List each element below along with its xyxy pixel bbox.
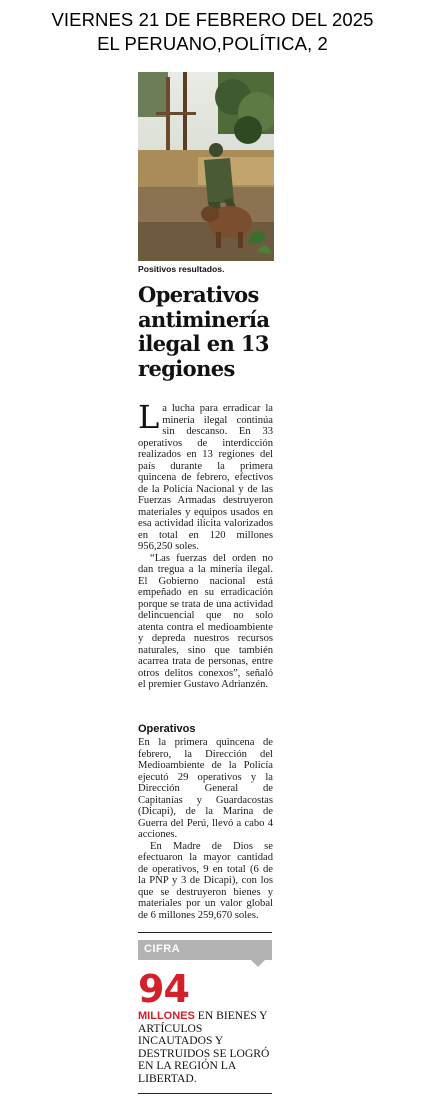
cifra-label: CIFRA [144, 943, 181, 955]
cifra-number: 94 [138, 967, 189, 1011]
divider-bottom [138, 1093, 272, 1094]
dropcap: L [138, 398, 160, 436]
article-subhead: Operativos [138, 723, 196, 735]
cifra-unit: MILLONES [138, 1010, 195, 1022]
article-body-intro [138, 398, 273, 691]
divider-top [138, 932, 272, 933]
cifra-bar [138, 940, 272, 960]
paragraph-1 [138, 398, 273, 553]
article-headline: Operativos antiminería ilegal en 13 regiones [138, 282, 270, 381]
cifra-text: EN BIENES Y ARTÍCULOS INCAUTADOS Y DESTRUIDOS SE LOGRÓ EN LA REGIÓN LA LIBERTAD. [138, 1009, 270, 1085]
article-body-operativos [138, 737, 273, 921]
cifra-notch [250, 959, 266, 967]
header-section: EL PERUANO,POLÍTICA, 2 [97, 33, 328, 54]
article-photo [138, 72, 274, 261]
paragraph-4: En Madre de Dios se efectuaron la mayor cantidad de operativos, 9 en total (6 de la PNP y 3 de Dicapi), con los que se destruyeron bienes y materiales por un valor global de 6 millones 259,670 soles. [138, 840, 273, 921]
paragraph-3: En la primera quincena de febrero, la Dirección del Medioambiente de la Policía ejecutó 29 operativos y la Dirección General de Capitanías y Guardacostas (Dicapi), de la Marina de Guerra del Perú, llevó a cabo 4 acciones. [138, 737, 273, 840]
photo-caption: Positivos resultados. [138, 264, 225, 274]
paragraph-1-text: a lucha para erradicar la minería ilegal continúa sin descanso. En 33 operativos de interdicción realizados en 13 regiones del país durante la primera quincena de febrero, efectivos de la Policía Nacional y de las Fuerzas Armadas destruyeron materiales y equipos usados en esa actividad ilícita valorizados en total en 120 millones 956,250 soles. [138, 403, 273, 552]
page-header [0, 8, 425, 56]
cifra-description [138, 1010, 274, 1086]
paragraph-2: “Las fuerzas del orden no dan tregua a la minería ilegal. El Gobierno nacional está empeñado en su erradicación porque se trata de una actividad delincuencial que no solo atenta contra el medioambiente y depreda nuestros recursos naturales, sino que también acarrea trata de personas, entre otros delitos conexos”, señaló el premier Gustavo Adrianzén. [138, 552, 273, 690]
header-date: VIERNES 21 DE FEBRERO DEL 2025 [51, 9, 374, 30]
